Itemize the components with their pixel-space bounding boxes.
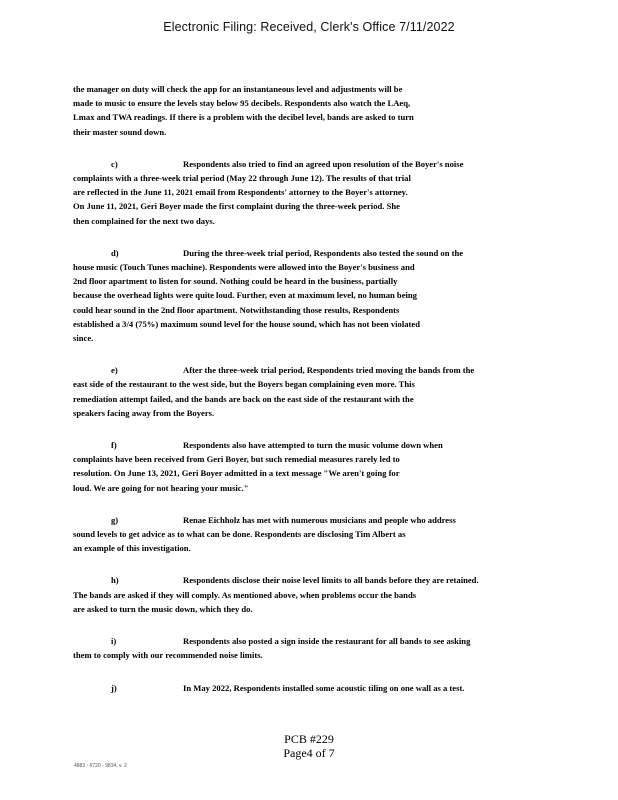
text-line: Lmax and TWA readings. If there is a problem with the decibel level, bands are asked to turn bbox=[73, 112, 414, 123]
paragraph-h bbox=[73, 573, 545, 616]
line-text: After the three-week trial period, Respondents tried moving the bands from the bbox=[183, 365, 475, 376]
text-line bbox=[73, 634, 545, 648]
text-line: are asked to turn the music down, which they do. bbox=[73, 603, 253, 614]
text-line: them to comply with our recommended noise limits. bbox=[73, 650, 263, 661]
paragraph-label: j) bbox=[111, 682, 117, 693]
line-text: Renae Eichholz has met with numerous musicians and people who address bbox=[183, 514, 456, 525]
case-number: PCB #229 bbox=[284, 732, 334, 746]
paragraph-e bbox=[73, 363, 545, 420]
text-line bbox=[73, 246, 545, 260]
document-body bbox=[73, 82, 545, 713]
text-line: their master sound down. bbox=[73, 126, 167, 137]
text-line: because the overhead lights were quite loud. Further, even at maximum level, no human being bbox=[73, 290, 417, 301]
text-line: house music (Touch Tunes machine). Respondents were allowed into the Boyer's business and bbox=[73, 262, 415, 273]
line-text: Respondents also have attempted to turn the music volume down when bbox=[183, 440, 443, 451]
text-line bbox=[73, 438, 545, 452]
text-line bbox=[73, 363, 545, 377]
text-line: east side of the restaurant to the west side, but the Boyers began complaining even more. This bbox=[73, 379, 415, 390]
paragraph-d bbox=[73, 246, 545, 345]
paragraph-i bbox=[73, 634, 545, 662]
line-text: Respondents also tried to find an agreed upon resolution of the Boyer's noise bbox=[183, 158, 464, 169]
text-line: an example of this investigation. bbox=[73, 543, 191, 554]
text-line: speakers facing away from the Boyers. bbox=[73, 407, 215, 418]
paragraph-label: f) bbox=[111, 440, 117, 451]
intro-paragraph bbox=[73, 82, 545, 139]
paragraph-label: i) bbox=[111, 636, 117, 647]
paragraph-c bbox=[73, 157, 545, 228]
paragraph-label: c) bbox=[111, 158, 118, 169]
text-line: the manager on duty will check the app for an instantaneous level and adjustments will be bbox=[73, 84, 403, 94]
paragraph-f bbox=[73, 438, 545, 495]
text-line: then complained for the next two days. bbox=[73, 215, 215, 226]
text-line bbox=[73, 573, 545, 587]
text-line: made to music to ensure the levels stay below 95 decibels. Respondents also watch the LAeq, bbox=[73, 98, 411, 109]
page-footer bbox=[0, 732, 618, 760]
text-line: complaints have been received from Geri Boyer, but such remedial measures rarely led to bbox=[73, 454, 400, 465]
line-text: Respondents also posted a sign inside the restaurant for all bands to see asking bbox=[183, 636, 471, 647]
line-text: In May 2022, Respondents installed some acoustic tiling on one wall as a test. bbox=[183, 682, 465, 693]
paragraph-g bbox=[73, 513, 545, 556]
text-line: On June 11, 2021, Geri Boyer made the first complaint during the three-week period. She bbox=[73, 201, 400, 212]
page-number: Page4 of 7 bbox=[283, 746, 335, 760]
text-line: loud. We are going for not hearing your music." bbox=[73, 482, 249, 493]
text-line: complaints with a three-week trial period (May 22 through June 12). The results of that trial bbox=[73, 173, 411, 184]
text-line: since. bbox=[73, 333, 94, 344]
text-line: sound levels to get advice as to what can be done. Respondents are disclosing Tim Albert as bbox=[73, 529, 406, 540]
line-text: During the three-week trial period, Respondents also tested the sound on the bbox=[183, 247, 464, 258]
line-text: Respondents disclose their noise level limits to all bands before they are retained. bbox=[183, 575, 479, 586]
document-id-stamp: 4883 - 6720 - 9834, v. 2 bbox=[74, 763, 127, 769]
text-line bbox=[73, 681, 545, 695]
paragraph-label: h) bbox=[111, 575, 119, 586]
text-line: resolution. On June 13, 2021, Geri Boyer admitted in a text message "We aren't going for bbox=[73, 468, 400, 479]
text-line bbox=[73, 157, 545, 171]
text-line: established a 3/4 (75%) maximum sound level for the house sound, which has not been violated bbox=[73, 318, 420, 329]
text-line: 2nd floor apartment to listen for sound. Nothing could be heard in the business, partially bbox=[73, 276, 398, 287]
text-line: The bands are asked if they will comply. As mentioned above, when problems occur the bands bbox=[73, 589, 417, 600]
paragraph-j bbox=[73, 681, 545, 695]
paragraph-label: e) bbox=[111, 365, 118, 376]
paragraph-label: g) bbox=[111, 514, 119, 525]
text-line: are reflected in the June 11, 2021 email from Respondents' attorney to the Boyer's attorney. bbox=[73, 187, 408, 198]
text-line bbox=[73, 513, 545, 527]
filing-header: Electronic Filing: Received, Clerk's Office 7/11/2022 bbox=[163, 20, 455, 34]
paragraph-label: d) bbox=[111, 247, 119, 258]
text-line: could hear sound in the 2nd floor apartment. Notwithstanding those results, Respondents bbox=[73, 304, 400, 315]
text-line: remediation attempt failed, and the bands are back on the east side of the restaurant with the bbox=[73, 393, 414, 404]
